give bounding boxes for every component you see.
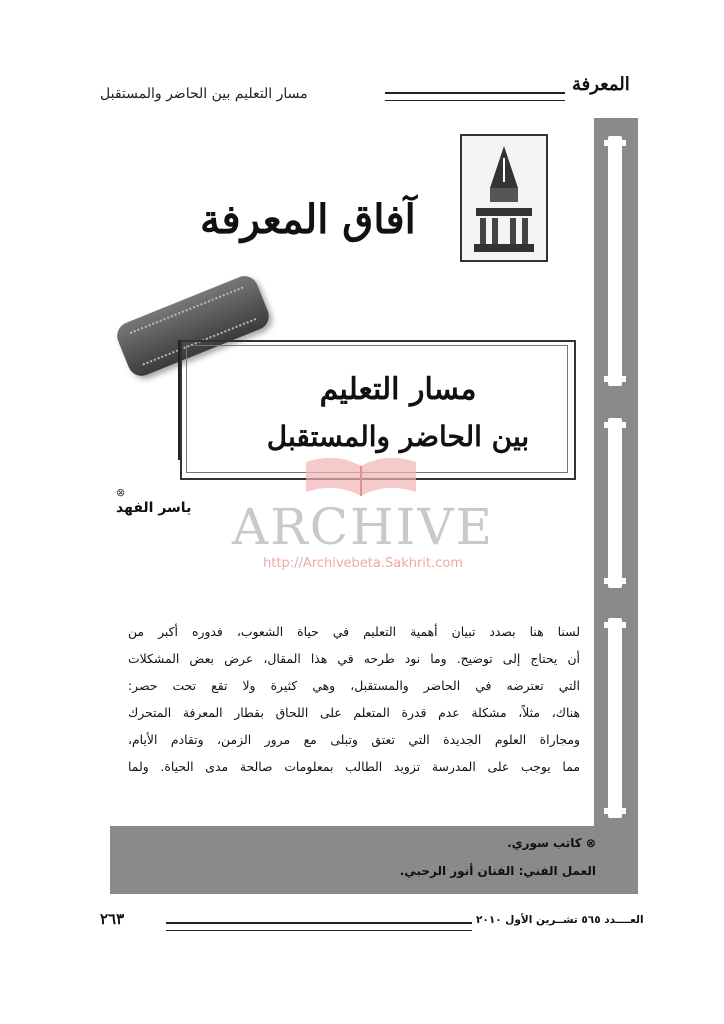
article-subtitle: بين الحاضر والمستقبل <box>266 420 530 453</box>
section-title: آفاق المعرفة <box>200 196 416 243</box>
article-body <box>128 618 580 780</box>
quill-pen-icon <box>178 340 180 460</box>
pen-column-logo-icon <box>460 134 548 262</box>
band-ornament <box>608 136 622 386</box>
page-number: ٢٦٣ <box>100 910 125 928</box>
watermark-text: ARCHIVE <box>232 498 494 556</box>
author-footnote-mark: ⊗ <box>116 486 126 499</box>
author-name: ياسر الفهد <box>116 500 192 516</box>
body-line: التي تعترضه في الحاضر والمستقبل، وهي كثيرة ولا تقع تحت حصر: <box>128 678 580 693</box>
magazine-logo: المعرفة <box>572 74 630 95</box>
side-decorative-band <box>594 118 638 838</box>
header-rule <box>385 92 565 101</box>
body-line: ومجاراة العلوم الجديدة التي تعتق وتبلى مع مرور الزمن، وتقادم الأيام، <box>128 732 580 747</box>
running-title: مسار التعليم بين الحاضر والمستقبل <box>100 86 308 102</box>
band-ornament <box>608 418 622 588</box>
body-line: لسنا هنا بصدد تبيان أهمية التعليم في حياة الشعوب، فدوره أكبر من <box>128 624 580 639</box>
body-line: مما يوجب على المدرسة تزويد الطالب بمعلومات صالحة مدى الحياة. ولما <box>128 759 580 774</box>
watermark-url: http://Archivebeta.Sakhrit.com <box>263 556 463 571</box>
footer-issue: العــــدد ٥٦٥ تشــرين الأول ٢٠١٠ <box>476 914 644 926</box>
watermark-book-icon <box>296 452 426 498</box>
band-ornament <box>608 618 622 818</box>
footnote-author: ⊗ كاتب سوري. <box>507 836 596 850</box>
footer-rule <box>166 922 472 931</box>
article-title: مسار التعليم <box>319 372 477 407</box>
body-line: أن يحتاج إلى توضيح. وما نود طرحه في هذا المقال، عرض بعض المشكلات <box>128 651 580 666</box>
footnote-artwork: العمل الفني: الفنان أنور الرحبي. <box>399 864 596 878</box>
body-line: هناك، مثلاً، مشكلة عدم قدرة المتعلم على اللحاق بقطار المعرفة المتحرك <box>128 705 580 720</box>
